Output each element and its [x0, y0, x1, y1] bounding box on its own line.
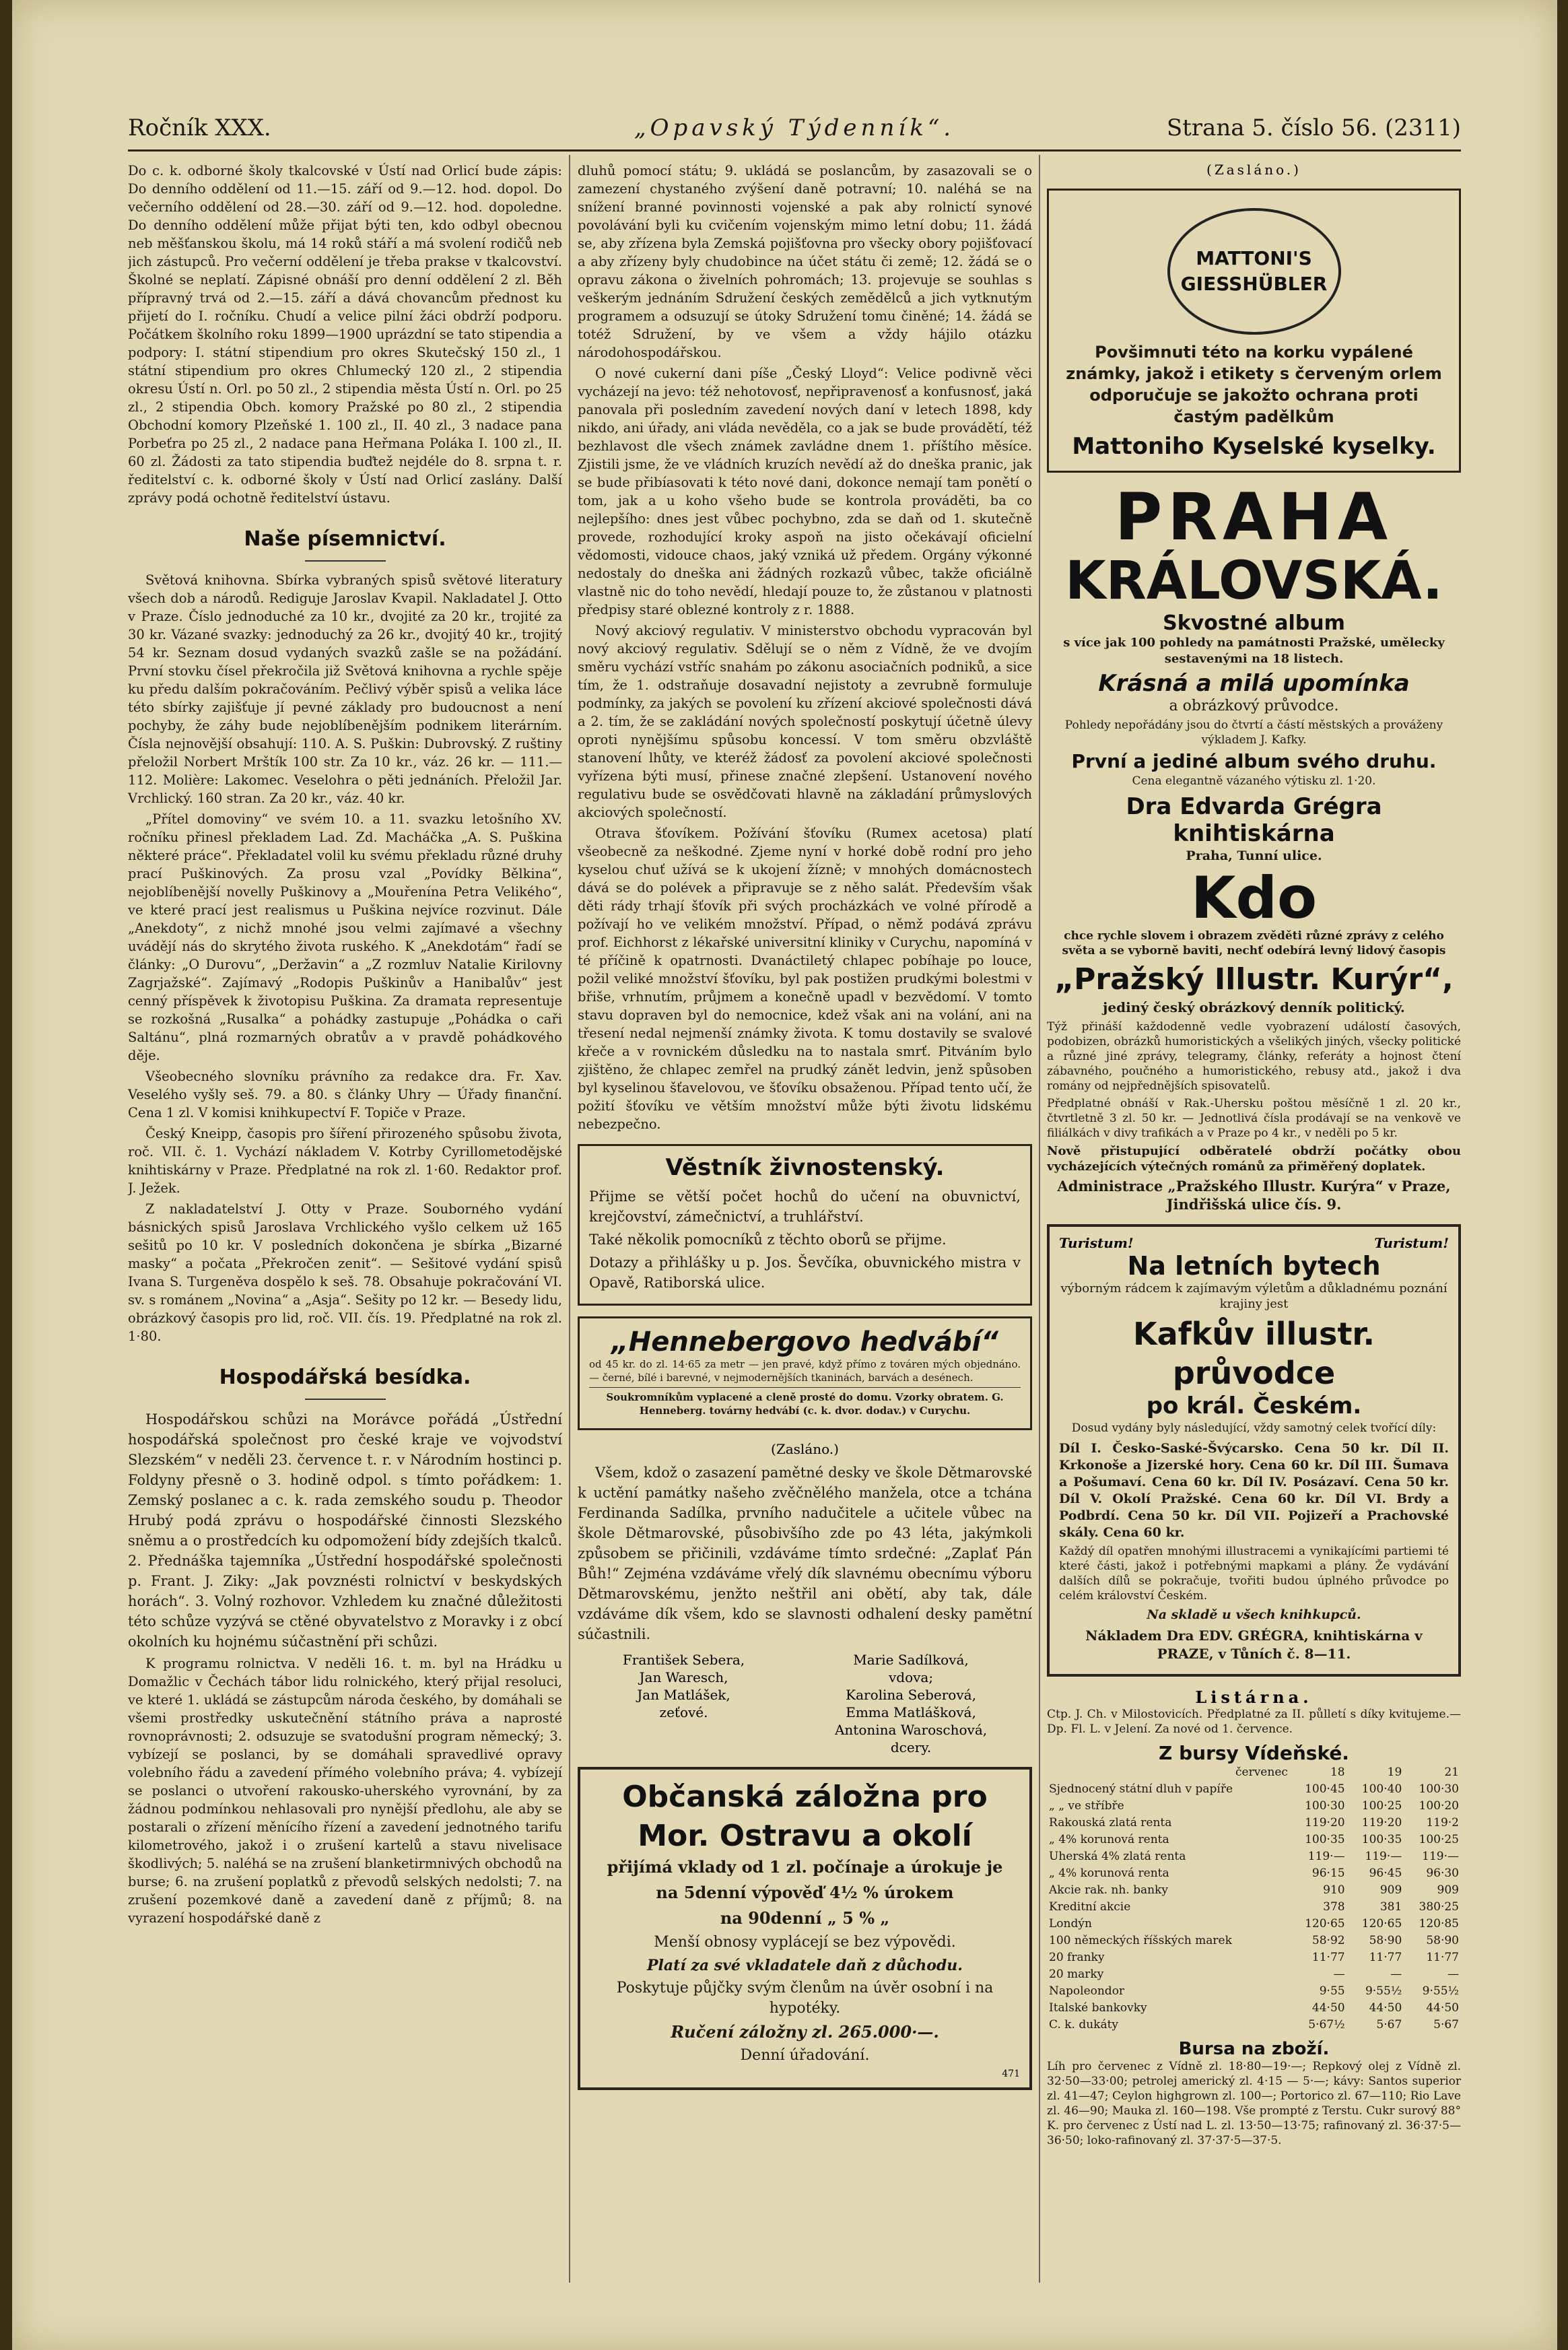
table-cell: 119·20 [1305, 1816, 1345, 1829]
table-cell: 5·67 [1376, 2018, 1402, 2032]
bursa2-text: Líh pro červenec z Vídně zl. 18·80—19·—; Repkový olej z Vídně zl. 32·50—33·00; petrolej americký zl. 4·15 — 5·—; kávy: Santos superior zl. 41—47; Ceylon highgrown zl. 100—; Portorico zl. 67—110; Rio Lave zl. 46—90; Mauka zl. 160—198. Vše prompté z Terstu. Cukr surový 88° K. pro červenec z Ústí nad L. zl. 13·50—13·75; rafinovaný zl. 36·37·5—36·50; loko-rafinovaný zl. 37·37·5—37·5. [1047, 2060, 1461, 2147]
signature-block: Marie Sadílková, vdova; Karolina Seberová, Emma Matlášková, Antonina Waroschová, dcery. [834, 1652, 988, 1755]
volume-label: Ročník XXX. [128, 114, 271, 141]
table-header-cell: 18 [1330, 1766, 1345, 1779]
table-cell: 120·65 [1361, 1917, 1402, 1931]
table-cell: 120·65 [1305, 1917, 1345, 1931]
ad-number: 471 [1002, 2069, 1020, 2079]
table-cell: 44·50 [1311, 2001, 1345, 2015]
signatures [578, 1651, 1032, 1756]
column-separator [1039, 155, 1040, 2283]
table-cell: — [1333, 1968, 1345, 1981]
henneberg-title: „Hennebergovo hedvábí“ [611, 1327, 998, 1357]
table-cell: 9·55½ [1365, 1984, 1402, 1998]
article-paragraph: Hospodářskou schůzi na Morávce pořádá „Ústřední hospodářská společnost pro české kraje ve vojvodství Slezském“ v neděli 23. července t. r. v Národním hostinci p. Foldyny přesně o 3. hodině odpol. s tímto pořádkem: 1. Zemský poslanec a c. k. rada zemského soudu p. Theodor Hrubý podá zprávu o hospodářské činnosti Slezského sněmu a o prostředcích ku odpomožení bídy zdejších tkalců. 2. Přednáška tajemníka „Ústřední hospodářské společnosti p. Frant. J. Ziky: „Jak povznésti rolnictví v beskydských horách“. 3. Volný rozhovor. Vzhledem ku značné důležitosti této schůze vyzývá se ctěné obyvatelstvo z Moravky i z obcí okolních ku hojnému súčastnění při schůzi. [128, 1411, 562, 1650]
ad-text: od 45 kr. do zl. 14·65 za metr — jen pravé, když přímo z továren mých objednáno. — černé, bílé i barevné, v nejmodernějších tkaninách, barvách a desénech. [589, 1358, 1021, 1384]
column-3 [1047, 162, 1461, 2303]
table-cell: 120·85 [1419, 1917, 1459, 1931]
ad-text: Turistum! [1059, 1235, 1134, 1251]
table-cell: 100·30 [1419, 1782, 1459, 1796]
article-paragraph: dluhů pomocí státu; 9. ukládá se poslancům, by zasazovali se o zamezení chystaného zvýšení daně potravní; 10. naléhá se na snížení branné povinnosti vojenské a pak aby rolnictí synové povolávání byli ku cvičením vojenským mimo letní dobu; 11. žádá se, aby zřízena byla Zemská pojišťovna pro všecky obory pojišťovací a aby zřízeny byly chudobince na účet státu či země; 12. žádá se o opravu zákona o živelních pohromách; 13. projevuje se souhlas s veškerým jednáním Sdružení českých zemědělců a jich vytknutým programem a odsuzují se útoky Sdružení tomu činěné; 14. žádá se totéž Sdružení, by ve všem a vždy hájilo otázku národohospodářskou. [578, 163, 1032, 360]
signature-block: František Sebera, Jan Waresch, Jan Matlášek, zeťové. [622, 1652, 745, 1720]
table-header-row [1047, 1764, 1461, 1781]
table-cell: 96·15 [1311, 1867, 1345, 1880]
ad-text: Denní úřadování. [740, 2047, 870, 2064]
bursa-table [1047, 1764, 1461, 2034]
divider [305, 560, 386, 562]
kafka-title: Kafkův illustr. průvodce [1132, 1316, 1375, 1391]
school-notice: Do c. k. odborné školy tkalcovské v Ústí nad Orlicí bude zápis: Do denního oddělení od 11.—15. září od 9.—12. hod. dopol. Do večerního oddělení od 28.—30. září od 9.—12. hod. dopoledne. Do denního oddělení může přijat býti ten, kdo odbyl obecnou neb měšťanskou školu, má 14 roků stáří a má svolení rodičů neb jich zástupců. Pro večerní oddělení je třeba prakse v tkalcovství. Školné se neplatí. Zápisné obnáší pro denní oddělení 2 zl. Běh přípravný trvá od 2.—15. září a dává chovancům přednost ku přijetí do I. ročníku. Chudí a velice pilní žáci obdrží podporu. Počátkem školního roku 1899—1900 uprázdní se tato stipendia a podpory: I. státní stipendium pro okres Skutečský 150 zl., 1 státní stipendium pro okres Chlumecký 120 zl., 2 stipendia okresu Ústí n. Orl. po 50 zl., 2 stipendia města Ústí n. Orl. po 25 zl., 2 stipendia Obch. komory Pražské po 80 zl., 2 stipendia Obchodní komory Plzeňské 1. 100 zl., II. 40 zl., 3 nadace pana Porbeťra po 25 zl., 2 nadace pana Heřmana Poláka I. 100 zl., II. 60 zl. Žádosti za tato stipendia buďtež nejdéle do 8. srpna t. r. ředitelství c. k. odborné školy v Ústí nad Orlicí zaslány. Další zprávy podá ochotně ředitelství ústavu. [128, 163, 562, 506]
table-cell: 100·35 [1361, 1833, 1402, 1846]
table-cell: 58·90 [1426, 1934, 1459, 1947]
ad-text: jediný český obrázkový denník politický. [1103, 999, 1405, 1015]
ad-text: Předplatné obnáší v Rak.-Uhersku poštou měsíčně 1 zl. 20 kr., čtvrtletně 3 zl. 50 kr. — Jednotlivá čísla prodávají se na venkově ve filiálkách v divy trafikách a v Praze po 4 kr., v neděli po 5 kr. [1047, 1097, 1461, 1140]
table-cell: 58·90 [1369, 1934, 1402, 1947]
table-row [1047, 1983, 1461, 2000]
table-cell: Rakouská zlatá renta [1049, 1816, 1172, 1829]
mattoni-logo: MATTONI'S GIESSHÜBLER [1167, 208, 1341, 335]
table-cell: 11·77 [1369, 1951, 1402, 1964]
table-row [1047, 1949, 1461, 1966]
table-cell: 9·55 [1319, 1984, 1345, 1998]
ad-text: Dotazy a přihlášky u p. Jos. Ševčíka, obuvnického mistra v Opavě, Ratiborská ulice. [589, 1254, 1021, 1291]
table-cell: 20 franky [1049, 1951, 1105, 1964]
table-cell: 100·45 [1305, 1782, 1345, 1796]
section-title-farming: Hospodářská besídka. [219, 1366, 471, 1389]
ad-text: na 90denní „ 5 % „ [720, 1908, 890, 1928]
kafka-ad [1047, 1224, 1461, 1677]
newspaper-title: „Opavský Týdenník“. [634, 114, 955, 141]
table-cell: Sjednocený státní dluh v papíře [1049, 1782, 1233, 1796]
table-header-cell: 19 [1387, 1766, 1402, 1779]
table-cell: 100·40 [1361, 1782, 1402, 1796]
bursa2-title: Bursa na zboží. [1178, 2039, 1330, 2059]
ad-text: na 5denní výpověď 4½ % úrokem [656, 1883, 954, 1902]
table-row [1047, 1882, 1461, 1899]
turist-header [1059, 1235, 1449, 1251]
table-row [1047, 1916, 1461, 1933]
article-paragraph: „Přítel domoviny“ ve svém 10. a 11. svazku letošního XV. ročníku přinesl překladem Lad. Zd. Macháčka „A. S. Puškina některé práce“. Překladatel volil ku svému překladu různé druhy prací Puškinových. Za prosu vzal „Povídky Bělkina“, nejoblíbenější novelly Puškinovy a „Mouřenína Petra Velikého“, ve které prací jest realismus u Puškina nejvíce rozvinut. Dále „Anekdoty“, z nichž mnohé jsou velmi zajímavé a všechny uvádějí nás do skrytého života ruského. K „Anekdotám“ řadí se články: „O Durovu“, „Deržavin“ a „Z rozmluv Natalie Kirilovny Zagrjažské“. Zajímavý „Rodopis Puškinův a Hanibalův“ jest cenný příspěvek k životopisu Puškina. Za dramata representuje se rozkošná „Rusalka“ a pohádky zastupuje „Pohádka o caři Saltánu“, plná rozmarných obratův a v pravdě pohádkového děje. [128, 811, 562, 1063]
table-cell: 5·67½ [1308, 2018, 1345, 2032]
praha-title-2: KRÁLOVSKÁ. [1065, 551, 1443, 611]
ad-text: Krásná a milá upomínka [1098, 670, 1410, 697]
article-paragraph: K programu rolnictva. V neděli 16. t. m. byl na Hrádku u Domažlic v Čechách tábor lidu rolnického, který přijal resoluci, ve které 1. ukládá se zástupcům národa českého, by domáhali se všemi prostředky uskutečnění státního práva a naprosté rovnoprávnosti; 2. odsuzuje se svatodušní program německý; 3. vybízejí se poslanci, by se domáhali spravedlivé opravy volebního řádu a zavedení přímého volebního práva; 4. vybízejí se poslanci o utvoření rakousko-uherského vyrovnání, by za žádnou podmínkou nehlasovali pro nynější předlohu, ale aby se postarali o zřízení měnícího řízení a zavedení jednotného tarifu kilometrového, jakož i o zrušení kartelů a stavu nivelisace škodlivých; 5. naléhá se na zrušení blanketirmnivých obchodů na burse; 6. na zrušení poplatků z převodů selských nedolsti; 7. na zrušení pozemkové daně a zavedení daně z příjmů; 8. na vyrazení hospodářské daně z [128, 1656, 562, 1926]
article-paragraph: Světová knihovna. Sbírka vybraných spisů světové literatury všech dob a národů. Rediguje Jaroslav Kvapil. Nakladatel J. Otto v Praze. Číslo jednoduché za 10 kr., dvojité za 20 kr., trojité za 30 kr. Vázané svazky: jednoduchý za 26 kr., dvojitý 40 kr., trojitý 54 kr. Seznam dosud vydaných svazků zašle se na požádání. První stovku čísel překročila již Světová knihovna a rychle spěje ku předu dalším pokračováním. Pečlivý výběr spisů a velika láce této sbírky zajišťuje jí pevné základy pro budoucnost a není pochyby, že záhy bude nejoblíbenějším podnikem literárním. Čísla nejnovější obsahují: 110. A. S. Puškin: Dubrovský. Z ruštiny přeložil Norbert Mrštík 100 str. Za 10 kr., váz. 26 kr. — 111.—112. Molière: Lakomec. Veselohra o pěti jednáních. Přeložil Jar. Vrchlický. 160 stran. Za 20 kr., váz. 40 kr. [128, 572, 562, 806]
table-cell: 119·20 [1361, 1816, 1402, 1829]
kafka-subtitle: po král. Českém. [1146, 1392, 1362, 1419]
table-cell: — [1447, 1968, 1459, 1981]
ad-text: Poskytuje půjčky svým členům na úvěr osobní i na hypotéky. [616, 1980, 994, 2017]
vestnik-ad [578, 1144, 1032, 1306]
ad-text: Platí za své vkladatele daň z důchodu. [647, 1957, 963, 1974]
listarna-title: Listárna. [1195, 1687, 1313, 1707]
table-cell: „ 4% korunová renta [1049, 1833, 1169, 1846]
table-row [1047, 1798, 1461, 1815]
henneberg-ad [578, 1316, 1032, 1430]
table-cell: Londýn [1049, 1917, 1092, 1931]
column-separator [569, 155, 570, 2283]
table-row [1047, 1966, 1461, 1983]
ad-text: výborným rádcem k zajímavým výletům a důkladnému poznání krajiny jest [1060, 1281, 1447, 1311]
table-cell: 910 [1323, 1883, 1345, 1897]
table-cell: 58·92 [1311, 1934, 1345, 1947]
table-cell: 96·45 [1369, 1867, 1402, 1880]
article-paragraph: Český Kneipp, časopis pro šíření přirozeného spůsobu života, roč. VII. č. 1. Vychází nákladem V. Kotrby Cyrillometodějské knihtiskárny v Praze. Předplatné na rok zl. 1·60. Redaktor prof. J. Ježek. [128, 1126, 562, 1196]
table-row [1047, 2000, 1461, 2017]
zalozna-ad [578, 1767, 1032, 2090]
ad-text: Nově přistupující odběratelé obdrží počátky obou vycházejících výtečných románů za přiměřený doplatek. [1047, 1144, 1461, 1174]
ad-text: Každý díl opatřen mnohými illustracemi a vynikajícími partiemi té které části, jakož i potřebnými mapkami a plány. Že vydávání dalších dílů se pokračuje, tvořiti budou úplného průvodce po celém království Českém. [1059, 1545, 1449, 1603]
table-cell: 909 [1437, 1883, 1459, 1897]
table-cell: 20 marky [1049, 1968, 1104, 1981]
table-row [1047, 1899, 1461, 1916]
table-cell: 119·2 [1426, 1816, 1459, 1829]
ad-text: Dosud vydány byly následující, vždy samotný celek tvořící díly: [1071, 1421, 1437, 1435]
table-cell: 9·55½ [1422, 1984, 1459, 1998]
ad-text: Týž přináší každodenně vedle vyobrazení událostí časových, podobizen, obrázků humoristických a všelikých jiných, všecky politické a různé jiné zprávy, telegramy, články, referáty a hojnost čtení zábavného, poučného a humoristického, rebusy atd., jakož i dva romány od nejpřednějších spisovatelů. [1047, 1020, 1461, 1093]
ad-text: přijímá vklady od 1 zl. počínaje a úrokuje je [607, 1857, 1003, 1877]
ad-text: Cena elegantně vázaného výtisku zl. 1·20. [1132, 774, 1376, 788]
column-1 [128, 162, 562, 2283]
praha-subtitle: Skvostné album [1163, 611, 1345, 635]
table-cell: „ „ ve stříbře [1049, 1799, 1124, 1813]
ad-text: chce rychle slovem i obrazem zvěděti různé zprávy z celého světa a se vyborně baviti, nechť odebírá levný lidový časopis [1062, 929, 1446, 958]
table-header-cell: červenec [1235, 1766, 1288, 1779]
listarna-text: Ctp. J. Ch. v Milostovicích. Předplatné za II. půlletí s díky kvitujeme.— Dp. Fl. L. v Jelení. Za nové od 1. července. [1047, 1708, 1461, 1736]
table-cell: 380·25 [1419, 1900, 1459, 1914]
table-cell: C. k. dukáty [1049, 2018, 1119, 2032]
ad-text: Pohledy nepořádány jsou do čtvrtí a částí městských a prováženy výkladem J. Kafky. [1064, 718, 1443, 747]
ad-text: Praha, Tunní ulice. [1186, 848, 1322, 863]
table-cell: 96·30 [1426, 1867, 1459, 1880]
ad-text: a obrázkový průvodce. [1169, 698, 1339, 714]
table-cell: 119·— [1365, 1850, 1402, 1863]
gregr-title: Dra Edvarda Grégra knihtiskárna [1126, 793, 1382, 847]
page-number: Strana 5. číslo 56. (2311) [1166, 114, 1461, 141]
vestnik-title: Věstník živnostenský. [665, 1154, 945, 1181]
table-header-cell: 21 [1444, 1766, 1459, 1779]
zaslano-label: (Zasláno.) [771, 1441, 839, 1457]
zalozna-title: Občanská záložna pro Mor. Ostravu a okolí [622, 1780, 988, 1853]
table-cell: 381 [1379, 1900, 1402, 1914]
table-cell: 100·25 [1419, 1833, 1459, 1846]
article-paragraph: Otrava šťovíkem. Požívání šťovíku (Rumex acetosa) platí všeobecně za neškodné. Zjeme nyní v horké době rodní pro jeho kyselou chuť užívá se k ukojení žízně; v mnohých domácnostech dává se do polévek a připravuje se z něho salát. Především však děti rády trhají šťovík při svých procházkách ve volné přírodě a požívají ho ve velikém množství. Případ, o němž podává zprávu prof. Eichhorst z lékařské universitní kliniky v Curychu, napomíná v té příčině k opatrnosti. Dvanáctiletý chlapec pobíhaje po louce, požil veliké množství šťovíku, byl pak postižen prudkými bolestmi v břiše, vrhnutím, průjmem a konečně upadl v bezvědomí. V tomto stavu dopraven byl do nemocnice, kdež však ani na volání, ani na třesení nedal nejmenší známky života. K tomu dostavily se svalové křeče a v rovnickém důsledku na to nastala smrť. Pitváním bylo zjištěno, že chlapec zemřel na prudký zánět ledvin, jenž spůsoben byl kyselinou šťavelovou, ve šťovíku obsaženou. Případ tento učí, že požití šťovíku ve větším množství může býti životu lidskému nebezpečno. [578, 826, 1032, 1132]
ad-text: s více jak 100 pohledy na památnosti Pražské, umělecky sestavenými na 18 listech. [1063, 636, 1445, 666]
ad-text: První a jediné album svého druhu. [1071, 750, 1437, 772]
table-cell: 100·35 [1305, 1833, 1345, 1846]
table-row [1047, 1848, 1461, 1865]
table-cell: Uherská 4% zlatá renta [1049, 1850, 1186, 1863]
divider [305, 1399, 386, 1400]
table-cell: 11·77 [1426, 1951, 1459, 1964]
table-cell: 11·77 [1311, 1951, 1345, 1964]
table-row [1047, 1933, 1461, 1949]
table-row [1047, 1781, 1461, 1798]
table-cell: Italské bankovky [1049, 2001, 1147, 2015]
table-cell: 100·30 [1305, 1799, 1345, 1813]
table-cell: „ 4% korunová renta [1049, 1867, 1169, 1880]
header-rule [128, 149, 1461, 152]
table-cell: 44·50 [1426, 2001, 1459, 2015]
article-paragraph: Z nakladatelství J. Otty v Praze. Souborného vydání básnických spisů Jaroslava Vrchlického vyšlo celkem už 165 sešitů po 10 kr. V posledních dokončena je sbírka „Bizarné masky“ a počata „Překročen zenit“. — Sešitové vydání spisů Ivana S. Turgeněva dospělo k seš. 78. Obsahuje pokračování VI. sv. s románem „Novina“ a „Asja“. Sešity po 12 kr. — Besedy lidu, obrázkový časopis pro lid, roč. VII. čís. 19. Předplatné na rok zl. 1·80. [128, 1201, 562, 1344]
kafka-heading: Na letních bytech [1127, 1251, 1381, 1281]
ad-text: Ručení záložny zl. 265.000·—. [671, 2022, 939, 2042]
table-cell: 119·— [1422, 1850, 1459, 1863]
ad-text: Turistum! [1374, 1235, 1449, 1251]
thanks-text: Všem, kdož o zasazení pamětné desky ve škole Dětmarovské k uctění památky našeho zvěčnělého manžela, otce a tchána Ferdinanda Sadílka, prvního nadučitele a učitele vůbec na škole Dětmarovské, působivšího zde po 43 léta, jakýmkoli způsobem se přičinili, vzdáváme tímto srdečné: „Zaplať Pán Bůh!“ Zejména vzdáváme vřelý dík slavnému obecnímu výboru Dětmarovskému, jenžto neštřil ani obětí, aby tak, dále vzdáváme dík všem, kdo se slavnosti odhalení desky pamětní súčastnili. [578, 1465, 1032, 1642]
mattoni-title: Mattoniho Kyselské kyselky. [1072, 433, 1436, 460]
table-cell: 119·— [1307, 1850, 1345, 1863]
bursa-title: Z bursy Vídeňské. [1159, 1742, 1349, 1764]
table-cell: Kreditní akcie [1049, 1900, 1131, 1914]
ad-text: Soukromníkům vyplacené a cleně prosté do domu. Vzorky obratem. G. Henneberg. továrny hedvábí (c. k. dvor. dodav.) v Curychu. [589, 1387, 1021, 1417]
table-cell: Akcie rak. nh. banky [1049, 1883, 1168, 1897]
ad-text: Menší obnosy vyplácejí se bez výpovědi. [654, 1934, 956, 1951]
article-paragraph: Nový akciový regulativ. V ministerstvo obchodu vypracován byl nový akciový regulativ. Sdělují se o něm z Vídně, že ve dvojím směru vychází vstříc snahám po zákonu asociačních podniků, a sice tím, že 1. odstraňuje dosavadní nejistoty a zevrubně formuluje podmínky, za jakých se povolení ku zřízení akciové společnosti dává a 2. tím, že se zakládání nových společností poskytují účetně úlevy oproti nynějšímu spůsobu koncessí. V tom směru obzvláště stanovení lhůty, ve kteréž žádosť za povolení akciové společnosti vyřízena býti musí, přinese značné zlepšení. Ustanovení nového regulativu bude se osvědčovati hlavně na základání průmyslových akciových společností. [578, 623, 1032, 820]
mattoni-ad [1047, 189, 1461, 473]
table-row [1047, 1815, 1461, 1832]
table-cell: 378 [1323, 1900, 1345, 1914]
kdo-title: Kdo [1190, 865, 1318, 932]
table-cell: 100 německých říšských marek [1049, 1934, 1232, 1947]
ad-text: Také několik pomocníků z těchto oborů se přijme. [589, 1232, 947, 1248]
table-cell: Napoleondor [1049, 1984, 1125, 1998]
ad-text: Povšimnuti této na korku vypálené známky, jakož i etikety s červeným orlem odporučuje se jakožto ochrana proti častým padělkům [1066, 343, 1442, 426]
table-cell: 100·25 [1361, 1799, 1402, 1813]
article-paragraph: Všeobecného slovníku právního za redakce dra. Fr. Xav. Veselého vyšly seš. 79. a 80. s články Uhry — Úřady finanční. Cena 1 zl. V komisi knihkupectví F. Topiče v Praze. [128, 1069, 562, 1120]
table-row [1047, 1832, 1461, 1848]
article-paragraph: O nové cukerní dani píše „Český Lloyd“: Velice podivně věci vycházejí na jevo: též nehotovosť, nepřipravenosť a konfusnosť, jaká panovala při posledním zavedení nových daní v letech 1898, kdy nikdo, ani úřady, ani vláda nevěděla, co a jak se bude provádětí, též bezhlavost dle všech známek zavládne dnem 1. příštího měsíce. Zjistili jsme, že ve vládních kruzích nevědí až do dneška pranic, jak se bude přibíasovati k této nové dani, dokonce nemají tam ponětí o tom, jak a u koho všeho bude se kontrola prováděti, ba co nejlepšího: dnes jest vůbec pochybno, zda se daň od 1. skutečně provede, rozhodující kroky aspoň na jisto očekávají oficielní vědomosti, vidouce chaos, jaký vzniká už předem. Orgány výkonné nedostaly do dneška ani žádných rozkazů vůbec, takže oficiálně vlastně nic do toho nevědí, hledají pouze to, že zůstanou v platnosti předpisy staré oblezné kontroly z r. 1888. [578, 366, 1032, 617]
table-cell: 100·20 [1419, 1799, 1459, 1813]
zaslano-label: (Zasláno.) [1206, 162, 1301, 178]
section-title-literature: Naše písemnictví. [244, 527, 446, 551]
ad-text: Přijme se větší počet hochů do učení na obuvnictví, krejčovství, zámečnictví, a truhlářství. [589, 1188, 1021, 1225]
ad-text: Díl I. Česko-Saské-Švýcarsko. Cena 50 kr. Díl II. Krkonoše a Jizerské hory. Cena 60 kr. Díl III. Šumava a Pošumaví. Cena 60 kr. Díl IV. Posázaví. Cena 50 kr. Díl V. Okolí Pražské. Cena 60 kr. Díl VI. Brdy a Podbrdí. Cena 50 kr. Díl VII. Pojizeří a Prachovské skály. Cena 60 kr. [1059, 1441, 1449, 1540]
table-row [1047, 1865, 1461, 1882]
table-cell: — [1390, 1968, 1402, 1981]
table-cell: 909 [1379, 1883, 1402, 1897]
page-header [128, 108, 1461, 148]
kurier-title: „Pražský Illustr. Kurýr“, [1054, 962, 1454, 997]
ad-text: Na skladě u všech knihkupců. [1147, 1607, 1361, 1622]
ad-text: Administrace „Pražského Illustr. Kurýra“ v Praze, Jindřišská ulice čís. 9. [1057, 1178, 1451, 1213]
ad-text: Nákladem Dra EDV. GRÉGRA, knihtiskárna v PRAZE, v Tůních č. 8—11. [1085, 1627, 1423, 1662]
table-row [1047, 2017, 1461, 2034]
praha-title: PRAHA [1114, 479, 1394, 555]
table-cell: 44·50 [1369, 2001, 1402, 2015]
column-2 [578, 162, 1032, 2296]
table-cell: 5·67 [1433, 2018, 1459, 2032]
